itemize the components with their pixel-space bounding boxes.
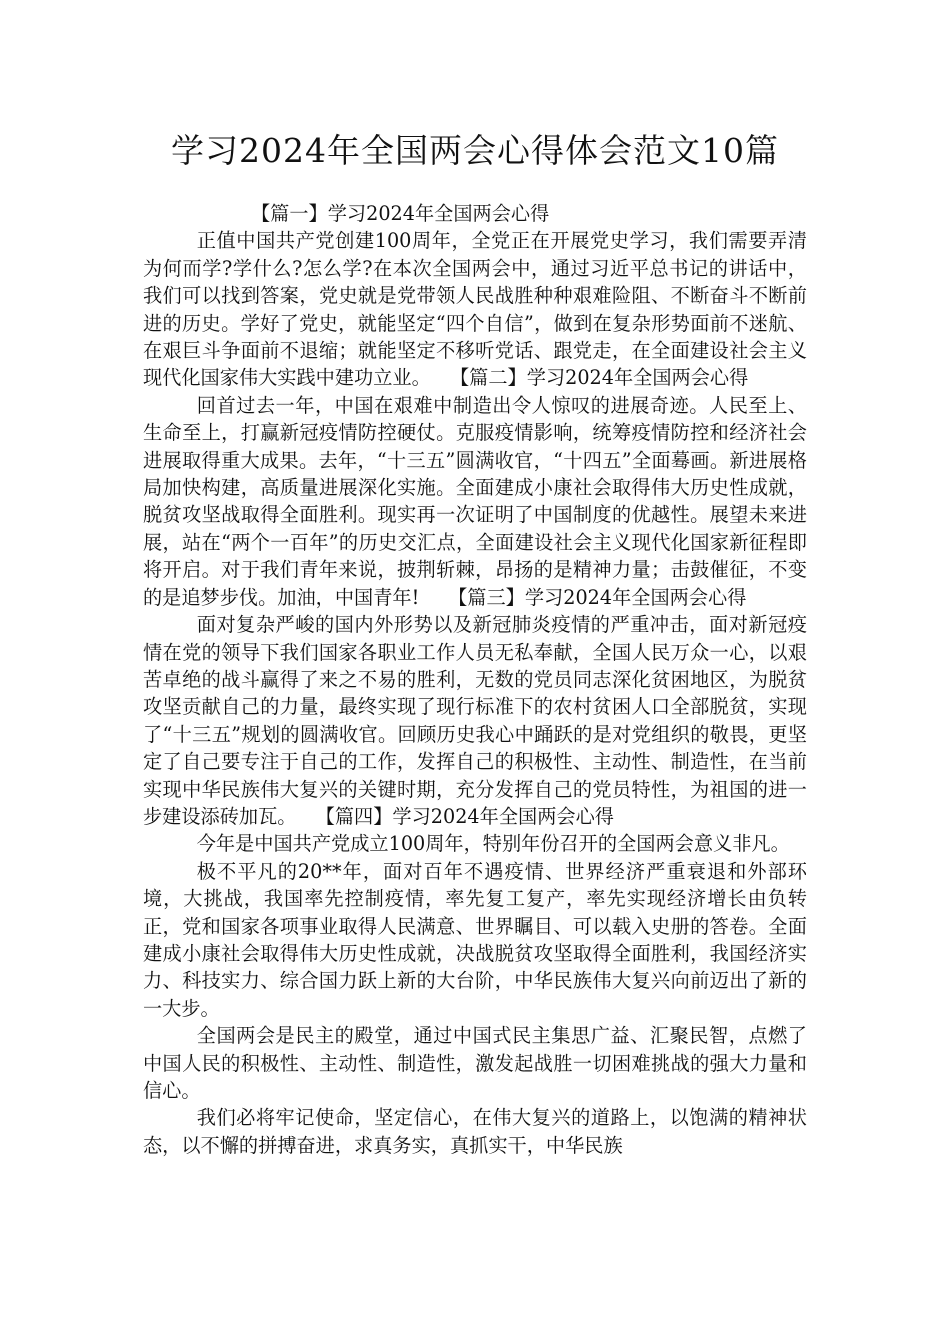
paragraph-6: 全国两会是民主的殿堂，通过中国式民主集思广益、汇聚民智，点燃了中国人民的积极性、主动性、制造性，激发起战胜一切困难挑战的强大力量和信心。 xyxy=(143,1024,807,1102)
paragraph-3: 面对复杂严峻的国内外形势以及新冠肺炎疫情的严重冲击，面对新冠疫情在党的领导下我们国家各职业工作人员无私奉献，全国人民万众一心，以艰苦卓绝的战斗赢得了来之不易的胜利，无数的党员同志深化贫困地区，为脱贫攻坚贡献自己的力量，最终实现了现行标准下的农村贫困人口全部脱贫，实现了“十三五”规划的圆满收官。回顾历史我心中踊跃的是对党组织的敬畏，更坚定了自己要专注于自己的工作，发挥自己的积极性、主动性、制造性，在当前实现中华民族伟大复兴的关键时期，充分发挥自己的党员特性，为祖国的进一步建设添砖加瓦。 【篇四】学习2024年全国两会心得 xyxy=(143,613,807,828)
paragraph-5: 极不平凡的20**年，面对百年不遇疫情、世界经济严重衰退和外部环境，大挑战，我国率先控制疫情，率先复工复产，率先实现经济增长由负转正，党和国家各项事业取得人民满意、世界瞩目、可以载入史册的答卷。全面建成小康社会取得伟大历史性成就，决战脱贫攻坚取得全面胜利，我国经济实力、科技实力、综合国力跃上新的大台阶，中华民族伟大复兴向前迈出了新的一大步。 xyxy=(143,859,807,1020)
paragraph-7: 我们必将牢记使命，坚定信心，在伟大复兴的道路上，以饱满的精神状态，以不懈的拼搏奋进，求真务实，真抓实干，中华民族 xyxy=(143,1106,807,1157)
paragraph-1: 正值中国共产党创建100周年，全党正在开展党史学习，我们需要弄清为何而学?学什么?怎么学?在本次全国两会中，通过习近平总书记的讲话中，我们可以找到答案，党史就是党带领人民战胜种种艰难险阻、不断奋斗不断前进的历史。学好了党史，就能坚定“四个自信”，做到在复杂形势面前不迷航、在艰巨斗争面前不退缩；就能坚定不移听党话、跟党走，在全面建设社会主义现代化国家伟大实践中建功立业。 【篇二】学习2024年全国两会心得 xyxy=(143,229,807,390)
document-title: 学习2024年全国两会心得体会范文10篇 xyxy=(171,131,779,170)
section-heading-1: 【篇一】学习2024年全国两会心得 xyxy=(251,202,550,225)
paragraph-4: 今年是中国共产党成立100周年，特别年份召开的全国两会意义非凡。 xyxy=(196,832,790,856)
document-body xyxy=(143,200,807,1159)
paragraph-2: 回首过去一年，中国在艰难中制造出令人惊叹的进展奇迹。人民至上、生命至上，打赢新冠疫情防控硬仗。克服疫情影响，统筹疫情防控和经济社会进展取得重大成果。去年，“十三五”圆满收官，“十四五”全面蓦画。新进展格局加快构建，高质量进展深化实施。全面建成小康社会取得伟大历史性成就，脱贫攻坚战取得全面胜利。现实再一次证明了中国制度的优越性。展望未来进展，站在“两个一百年”的历史交汇点，全面建设社会主义现代化国家新征程即将开启。对于我们青年来说，披荆斩棘，昂扬的是精神力量；击鼓催征，不变的是追梦步伐。加油，中国青年! 【篇三】学习2024年全国两会心得 xyxy=(143,393,807,609)
